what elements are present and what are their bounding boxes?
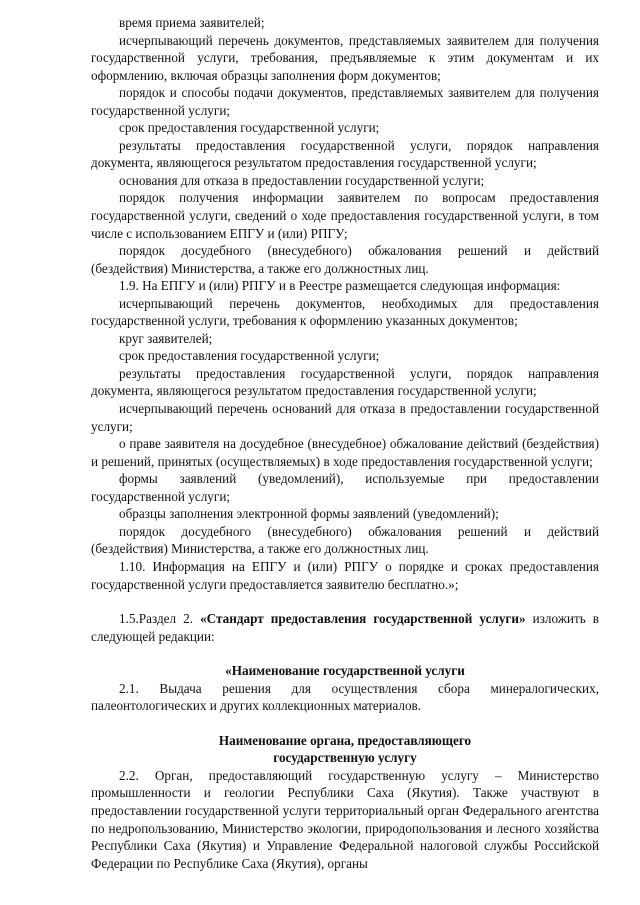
amendment-prefix: 1.5.Раздел 2.	[119, 611, 201, 627]
list-item: о праве заявителя на досудебное (внесудебное) обжалование действий (бездействия) и решений, принятых (осуществляемых) в ходе предоставления государственной услуги;	[91, 436, 599, 469]
list-item: круг заявителей;	[119, 330, 213, 346]
list-item: время приема заявителей;	[119, 15, 265, 30]
list-item: исчерпывающий перечень документов, необходимых для предоставления государственной услуги, требования к оформлению указанных документов;	[91, 295, 599, 329]
list-item: порядок досудебного (внесудебного) обжалования решений и действий (бездействия) Министерства, а также его должностных лиц.	[91, 523, 599, 557]
list-item: срок предоставления государственной услуги;	[119, 120, 380, 136]
list-item: результаты предоставления государственной услуги, порядок направления документа, являющегося результатом предоставления государственной услуги;	[91, 365, 599, 399]
list-item: порядок досудебного (внесудебного) обжалования решений и действий (бездействия) Министерства, а также его должностных лиц.	[91, 243, 599, 276]
clause-2-2: 2.2. Орган, предоставляющий государственную услугу – Министерство промышленности и геологии Республики Саха (Якутия). Также участвуют в предоставлении государственной услуги территориальный орган Федерального агентства по недропользованию, Министерство экологии, природопользования и лесного хозяйства Республики Саха (Якутия) и Управление Федеральной налоговой службы Российской Федерации по Республике Саха (Якутия), органы	[91, 767, 599, 871]
clause-2-1: 2.1. Выдача решения для осуществления сбора минералогических, палеонтологических и других коллекционных материалов.	[91, 680, 599, 714]
section-heading-authority-line2: государственную услугу	[273, 750, 417, 766]
list-item: образцы заполнения электронной формы заявлений (уведомлений);	[119, 506, 499, 522]
amendment-suffix: изложить в следующей редакции:	[91, 611, 599, 644]
clause-1-10: 1.10. Информация на ЕПГУ и (или) РПГУ о порядке и сроках предоставления государственной услуги предоставляется заявителю бесплатно.»;	[91, 558, 599, 592]
list-item: исчерпывающий перечень документов, представляемых заявителем для получения государственной услуги, требования, предъявляемые к этим документам и их оформлению, включая образцы заполнения форм документов;	[91, 32, 599, 83]
list-item: порядок и способы подачи документов, представляемых заявителем для получения государственной услуги;	[91, 85, 599, 118]
list-item: результаты предоставления государственной услуги, порядок направления документа, являющегося результатом предоставления государственной услуги;	[91, 137, 599, 171]
list-item: исчерпывающий перечень оснований для отказа в предоставлении государственной услуги;	[91, 401, 599, 434]
section-heading-authority-line1: Наименование органа, предоставляющего	[218, 732, 472, 748]
list-item: формы заявлений (уведомлений), используемые при предоставлении государственной услуги;	[91, 471, 599, 504]
amendment-paragraph	[91, 610, 599, 645]
document-body	[91, 14, 599, 872]
section-heading-service-name: «Наименование государственной услуги	[225, 663, 465, 679]
list-item: срок предоставления государственной услуги;	[119, 348, 380, 364]
amendment-section-title: «Стандарт предоставления государственной услуги»	[200, 611, 526, 627]
clause-1-9: 1.9. На ЕПГУ и (или) РПГУ и в Реестре размещается следующая информация:	[119, 278, 561, 294]
list-item: порядок получения информации заявителем по вопросам предоставления государственной услуги, сведений о ходе предоставления государственной услуги, в том числе с использованием ЕПГУ и (или) РПГУ;	[91, 190, 599, 241]
list-item: основания для отказа в предоставлении государственной услуги;	[119, 172, 485, 188]
